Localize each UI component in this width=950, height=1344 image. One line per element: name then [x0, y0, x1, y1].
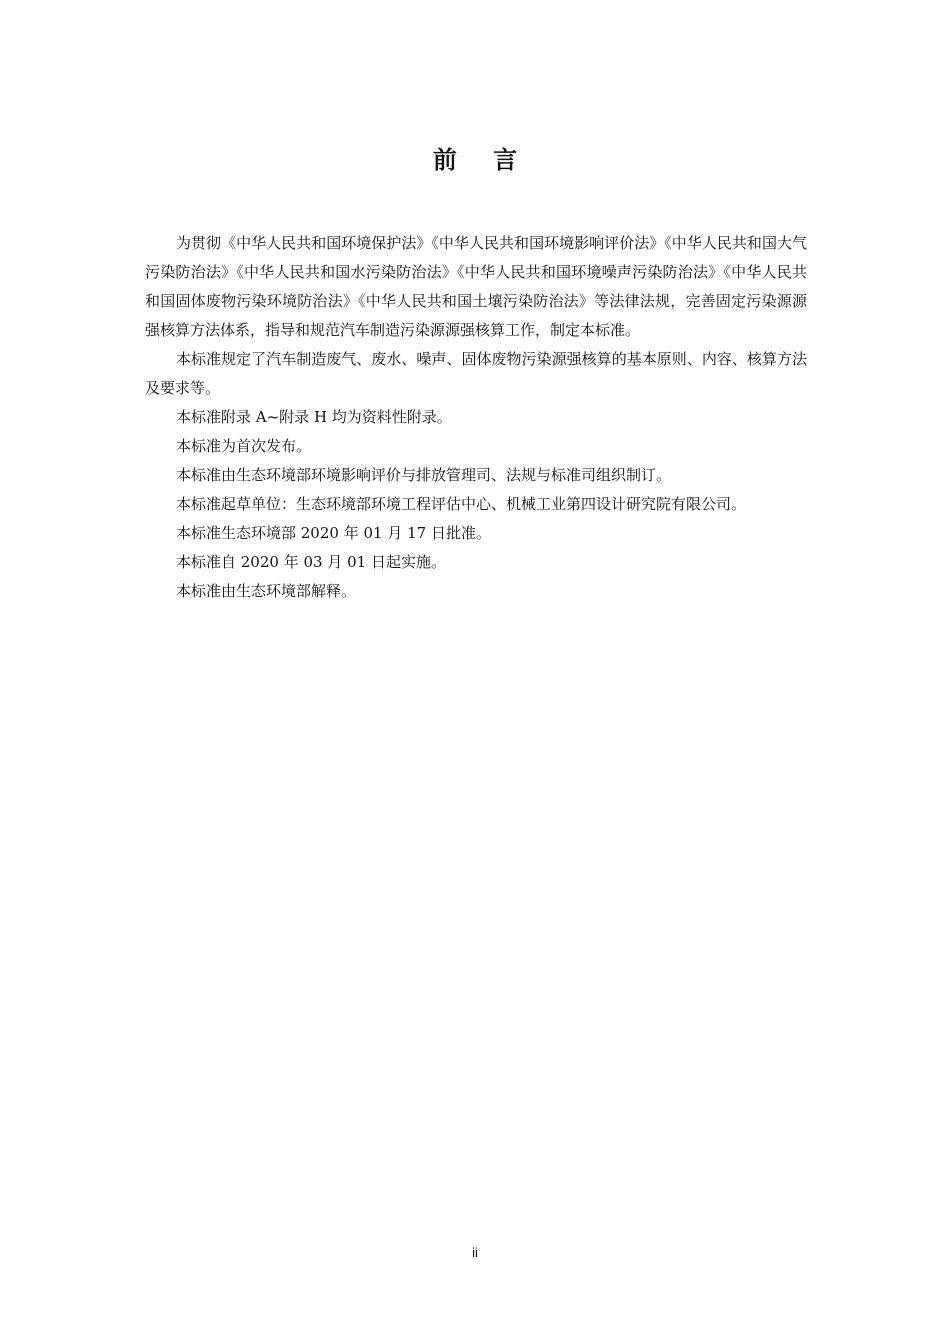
paragraph-interpretation: 本标准由生态环境部解释。 — [176, 582, 357, 600]
paragraph-first-release: 本标准为首次发布。 — [176, 437, 312, 455]
paragraph-organizer: 本标准由生态环境部环境影响评价与排放管理司、法规与标准司组织制订。 — [176, 466, 672, 484]
paragraph-purpose: 为贯彻《中华人民共和国环境保护法》《中华人民共和国环境影响评价法》《中华人民共和国大气污染防治法》《中华人民共和国水污染防治法》《中华人民共和国环境噪声污染防治法》《中华人民共和国固体废物污染环境防治法》《中华人民共和国土壤污染防治法》等法律法规，完善固定污染源源强核算方法体系，指导和规范汽车制造污染源源强核算工作，制定本标准。 — [145, 234, 807, 339]
page-number: ii — [472, 1245, 478, 1260]
paragraph-scope: 本标准规定了汽车制造废气、废水、噪声、固体废物污染源强核算的基本原则、内容、核算方法及要求等。 — [145, 350, 807, 397]
paragraph-approval-date: 本标准生态环境部 2020 年 01 月 17 日批准。 — [176, 524, 491, 542]
paragraph-drafting-units: 本标准起草单位：生态环境部环境工程评估中心、机械工业第四设计研究院有限公司。 — [176, 495, 747, 513]
page-title: 前 言 — [432, 146, 532, 175]
paragraph-effective-date: 本标准自 2020 年 03 月 01 日起实施。 — [176, 553, 446, 571]
preface-body — [145, 229, 807, 606]
paragraph-appendix: 本标准附录 A~附录 H 均为资料性附录。 — [176, 408, 452, 426]
